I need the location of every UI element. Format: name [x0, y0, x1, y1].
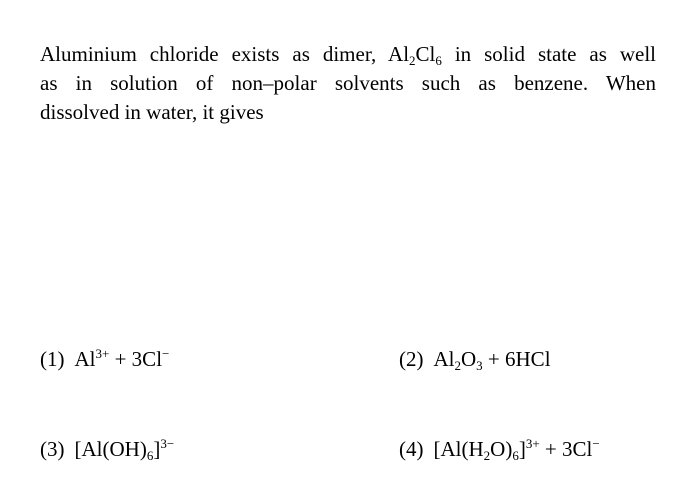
option-number: (2) — [399, 347, 424, 371]
question-text — [40, 40, 656, 127]
question-line-1: Aluminium chloride exists as dimer, $Al_2Cl_6$ in solid state as well — [40, 42, 657, 68]
option-3[interactable]: (3) $[Al(OH)_6]^{3-}$ — [40, 436, 175, 463]
option-4[interactable]: (4) $[Al(H_2O)_6]^{3+} + 3Cl^-$ — [399, 436, 600, 463]
option-2[interactable]: (2) $Al_2O_3 + 6HCl$ — [399, 347, 551, 373]
option-number: (3) — [40, 437, 65, 461]
option-1[interactable]: (1) $Al^{3+} + 3Cl^-$ — [40, 346, 170, 371]
option-number: (4) — [399, 437, 424, 461]
question-line-2: as in solution of non–polar solvents such as benzene. When — [40, 71, 656, 95]
question-line-3: dissolved in water, it gives — [40, 100, 264, 124]
option-number: (1) — [40, 347, 65, 371]
